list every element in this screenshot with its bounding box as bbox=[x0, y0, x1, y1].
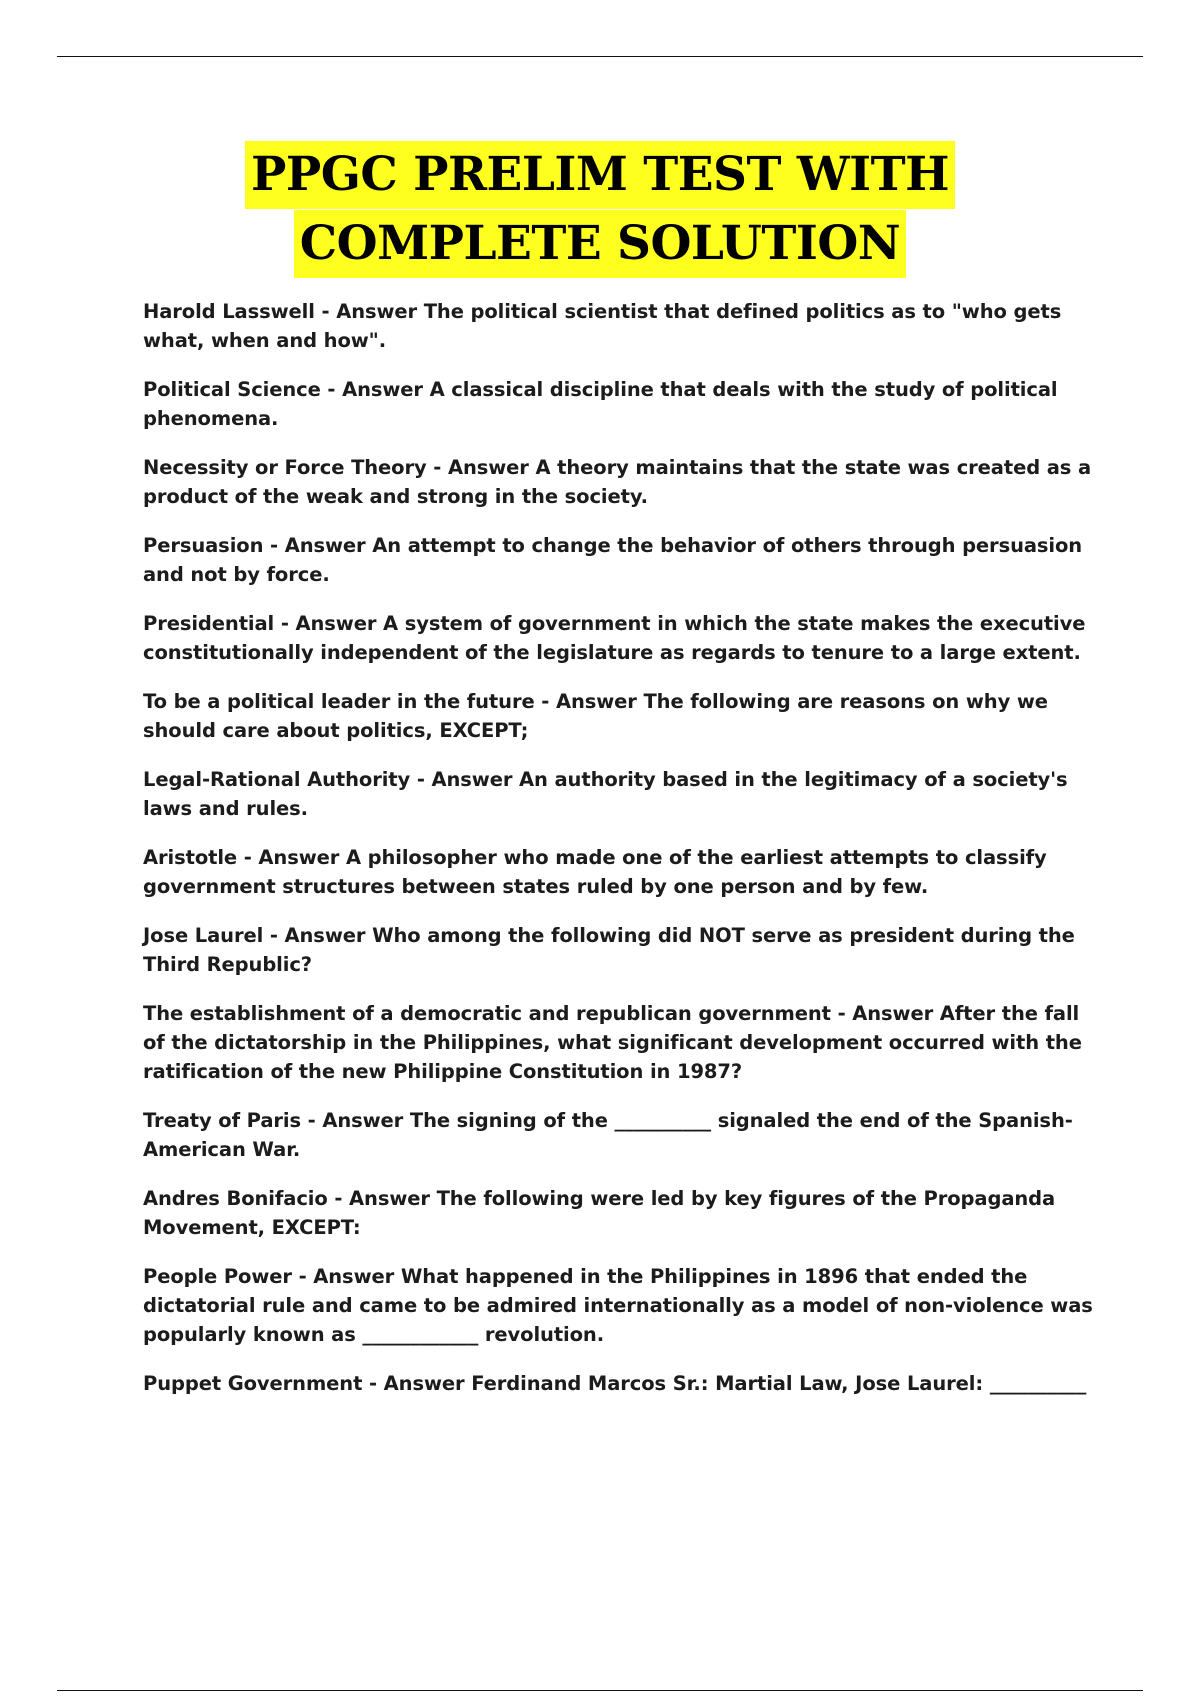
title-line-2: COMPLETE SOLUTION bbox=[294, 210, 906, 278]
qa-item: Necessity or Force Theory - Answer A theory maintains that the state was created as a product of the weak and strong in the society. bbox=[143, 456, 1092, 508]
document-title bbox=[0, 140, 1200, 278]
qa-item: Andres Bonifacio - Answer The following were led by key figures of the Propaganda Movement, EXCEPT: bbox=[143, 1187, 1056, 1239]
qa-item: Presidential - Answer A system of government in which the state makes the executive constitutionally independent of the legislature as regards to tenure to a large extent. bbox=[143, 612, 1086, 664]
qa-item: Puppet Government - Answer Ferdinand Marcos Sr.: Martial Law, Jose Laurel: __________ bbox=[143, 1372, 1087, 1395]
qa-item: Persuasion - Answer An attempt to change the behavior of others through persuasion and not by force. bbox=[143, 534, 1083, 586]
top-rule bbox=[57, 56, 1143, 57]
qa-item: To be a political leader in the future - Answer The following are reasons on why we should care about politics, EXCEPT; bbox=[143, 690, 1048, 742]
qa-item: Legal-Rational Authority - Answer An authority based in the legitimacy of a society's laws and rules. bbox=[143, 768, 1068, 820]
qa-item: Harold Lasswell - Answer The political scientist that defined politics as to "who gets what, when and how". bbox=[143, 300, 1062, 352]
qa-list bbox=[143, 297, 1093, 1418]
title-line-1: PPGC PRELIM TEST WITH bbox=[245, 141, 955, 209]
qa-item: Aristotle - Answer A philosopher who made one of the earliest attempts to classify government structures between states ruled by one person and by few. bbox=[143, 846, 1047, 898]
qa-item: Treaty of Paris - Answer The signing of the __________ signaled the end of the Spanish-American War. bbox=[143, 1109, 1073, 1161]
bottom-rule bbox=[57, 1690, 1143, 1691]
qa-item: Political Science - Answer A classical discipline that deals with the study of political phenomena. bbox=[143, 378, 1058, 430]
qa-item: The establishment of a democratic and republican government - Answer After the fall of the dictatorship in the Philippines, what significant development occurred with the ratification of the new Philippine Constitution in 1987? bbox=[143, 1002, 1082, 1083]
qa-item: Jose Laurel - Answer Who among the following did NOT serve as president during the Third Republic? bbox=[143, 924, 1075, 976]
qa-item: People Power - Answer What happened in the Philippines in 1896 that ended the dictatorial rule and came to be admired internationally as a model of non-violence was popularly known as ____________ revolution. bbox=[143, 1265, 1093, 1346]
